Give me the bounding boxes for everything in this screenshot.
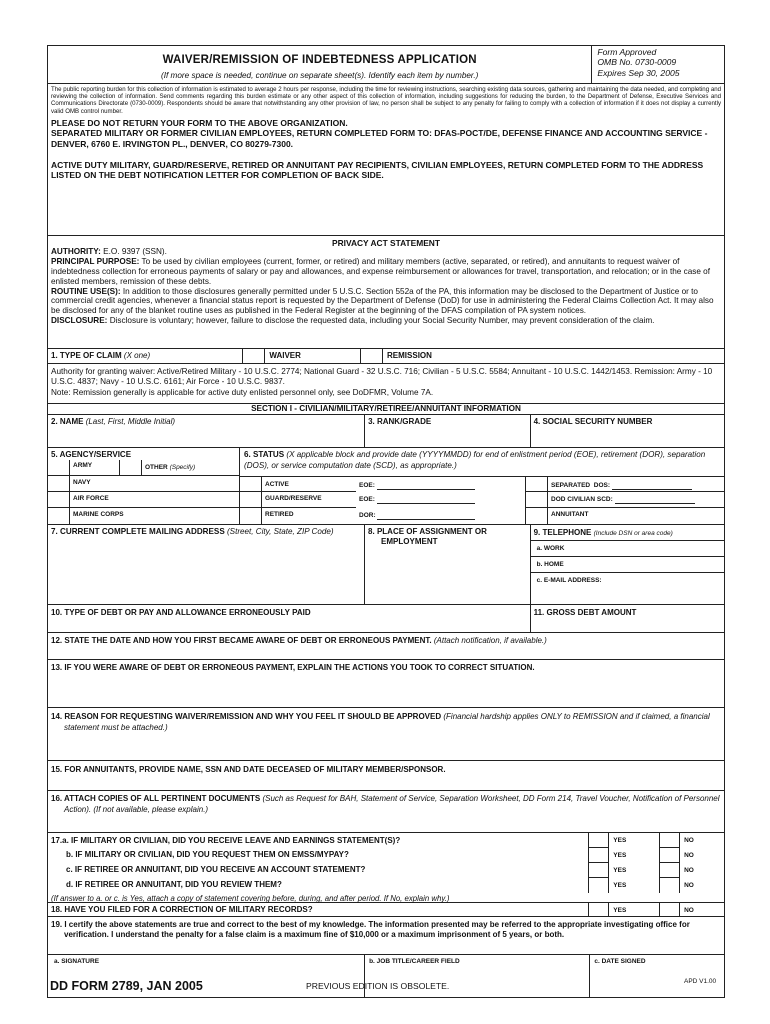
do-not-return: PLEASE DO NOT RETURN YOUR FORM TO THE ABOVE ORGANIZATION.	[51, 117, 348, 128]
address-assignment-phone-row	[48, 525, 724, 605]
job-title-field[interactable]: b. JOB TITLE/CAREER FIELD	[365, 955, 590, 997]
name-field[interactable]: 2. NAME (Last, First, Middle Initial)	[48, 415, 365, 447]
17d-no-checkbox[interactable]	[659, 878, 680, 893]
waiver-label: WAIVER	[265, 349, 361, 363]
waiver-form	[47, 45, 725, 998]
annuitant-checkbox[interactable]	[526, 508, 548, 524]
actions-taken-field[interactable]: 13. IF YOU WERE AWARE OF DEBT OR ERRONEOUS PAYMENT, EXPLAIN THE ACTIONS YOU TOOK TO CORRECT SITUATION.	[48, 660, 724, 708]
form-header	[48, 46, 724, 84]
mailing-address-field[interactable]: 7. CURRENT COMPLETE MAILING ADDRESS (Street, City, State, ZIP Code)	[48, 525, 365, 604]
burden-notice	[48, 84, 724, 236]
18-no-checkbox[interactable]	[659, 903, 680, 916]
date-aware-field[interactable]: 12. STATE THE DATE AND HOW YOU FIRST BECAME AWARE OF DEBT OR ERRONEOUS PAYMENT. (Attach notification, if available.)	[48, 633, 724, 660]
17d-yes-checkbox[interactable]	[588, 878, 609, 893]
previous-edition-note: PREVIOUS EDITION IS OBSOLETE.	[306, 981, 450, 991]
active-return: ACTIVE DUTY MILITARY, GUARD/RESERVE, RETIRED OR ANNUITANT PAY RECIPIENTS, CIVILIAN EMPLOYEES, RETURN COMPLETED FORM TO THE ADDRESS LISTED ON THE DEBT NOTIFICATION LETTER FOR COMPLETION OF BACK SIDE.	[51, 159, 704, 181]
form-title: WAIVER/REMISSION OF INDEBTEDNESS APPLICATION	[162, 54, 477, 66]
correction-records-row: 18. HAVE YOU FILED FOR A CORRECTION OF MILITARY RECORDS? YES NO	[48, 903, 724, 917]
remission-label: REMISSION	[387, 351, 432, 360]
army-checkbox[interactable]	[48, 460, 70, 475]
status: 6. STATUS (X applicable block and provide date (YYYYMMDD) for end of enlistment period (EOE), retirement (DOR), separation (DOS), or service computation date (SCD), as appropriate.) ACTIVE GUARD/RESERVE RETIRED EOE: EOE: DOR: SEPARATED DOS: DOD CIVILIAN SCD: ANNUITANT	[240, 448, 724, 524]
other-checkbox[interactable]	[120, 460, 142, 475]
17c-no-checkbox[interactable]	[659, 863, 680, 878]
work-phone-field[interactable]: a. WORK	[531, 541, 724, 557]
burden-statement: The public reporting burden for this collection of information is estimated to average 2 hours per response, including the time for reviewing instructions, searching existing data sources, gathering and maintaining the data needed, and completing and reviewing the collection of information. Send comments regarding this burden estimate or any other aspect of this collection of information, including suggestions for reducing the burden, to the Department of Defense, Executive Services and Communications Directorate (0730-0009). Respondents should be aware that notwithstanding any other provision of law, no person shall be subject to any penalty for failing to comply with a collection of information if it does not display a currently valid OMB control number.	[51, 86, 721, 115]
name-rank-ssn-row	[48, 415, 724, 448]
attachments-field[interactable]: 16. ATTACH COPIES OF ALL PERTINENT DOCUMENTS (Such as Request for BAH, Statement of Service, Separation Worksheet, DD Form 214, Travel Voucher, Notification of Personnel Action). (If not available, please explain.)	[48, 791, 724, 833]
remission-checkbox[interactable]	[361, 349, 383, 363]
eoe-date-guard[interactable]	[377, 495, 475, 504]
17b-no-checkbox[interactable]	[659, 848, 680, 863]
guard-checkbox[interactable]	[240, 492, 262, 508]
airforce-checkbox[interactable]	[48, 492, 70, 507]
claim-authority: Authority for granting waiver: Active/Retired Military - 10 U.S.C. 2774; National Guard - 32 U.S.C. 716; Civilian - 5 U.S.C. 5584; Annuitant - 10 U.S.C. 1442/1453. Remission: Army - 10 U.S.C. 4837; Navy - 10 U.S.C. 6161; Air Force - 10 U.S.C. 9837. Note: Remission generally is applicable for active duty enlisted personnel only, see DoDFMR, Volume 7A.	[48, 364, 724, 404]
separated-checkbox[interactable]	[526, 476, 548, 492]
dor-date[interactable]	[377, 511, 475, 520]
place-of-assignment-field[interactable]: 8. PLACE OF ASSIGNMENT OR EMPLOYMENT	[365, 525, 531, 604]
debt-type-row	[48, 605, 724, 633]
17b-yes-checkbox[interactable]	[588, 848, 609, 863]
certification: 19. I certify the above statements are true and correct to the best of my knowledge. The information presented may be referred to the appropriate investigating office for verification. I understand the penalty for a false claim is a maximum fine of $10,000 or a maximum imprisonment of 5 years, or both.	[48, 917, 724, 955]
annuitant-info-field[interactable]: 15. FOR ANNUITANTS, PROVIDE NAME, SSN AND DATE DECEASED OF MILITARY MEMBER/SPONSOR.	[48, 761, 724, 791]
omb-approval: Form Approved OMB No. 0730-0009 Expires Sep 30, 2005	[597, 47, 680, 78]
17c-yes-checkbox[interactable]	[588, 863, 609, 878]
statement-note: (If answer to a. or c. is Yes, attach a copy of statement covering before, during, and after period. If No, explain why.)	[51, 894, 450, 903]
navy-checkbox[interactable]	[48, 476, 70, 491]
date-signed-field[interactable]: c. DATE SIGNED	[594, 958, 646, 965]
privacy-disclosure: Disclosure is voluntary; however, failure to disclose the requested data, including your Social Security Number, may prevent consideration of the claim.	[109, 316, 655, 326]
rank-grade-field[interactable]: 3. RANK/GRADE	[365, 415, 531, 447]
dod-civilian-checkbox[interactable]	[526, 492, 548, 508]
scd-date[interactable]	[615, 495, 695, 504]
email-field[interactable]: c. E-MAIL ADDRESS:	[536, 577, 602, 584]
marine-checkbox[interactable]	[48, 508, 70, 524]
agency-service: 5. AGENCY/SERVICE ARMY OTHER (Specify) NAVY AIR FORCE MARINE CORPS	[48, 448, 240, 524]
gross-debt-field[interactable]: 11. GROSS DEBT AMOUNT	[533, 608, 637, 617]
eoe-date-active[interactable]	[377, 481, 475, 490]
signature-field[interactable]: a. SIGNATURE	[48, 955, 365, 997]
apd-version: APD V1.00	[684, 978, 717, 985]
form-number: DD FORM 2789, JAN 2005	[50, 979, 203, 993]
privacy-title: PRIVACY ACT STATEMENT	[332, 238, 440, 248]
type-of-debt-field[interactable]: 10. TYPE OF DEBT OR PAY AND ALLOWANCE ERRONEOUSLY PAID	[48, 605, 531, 632]
retired-checkbox[interactable]	[240, 508, 262, 524]
privacy-routine-use: In addition to those disclosures generally permitted under 5 U.S.C. Section 552a of the PA, this information may be disclosed to the Department of Justice or to commercial credit agencies, whenever a financial status report is requested by the Department of Defense (DoD) for use in administering the Federal Claims Collection Act. It may also be disclosed for any of the blanket routine uses as published in the Federal Register at the beginning of the DFAS compilation of PA system notices.	[51, 286, 714, 316]
separated-return: SEPARATED MILITARY OR FORMER CIVILIAN EMPLOYEES, RETURN COMPLETED FORM TO: DFAS-POCT/DE, DEFENSE FINANCE AND ACCOUNTING SERVICE - DENVER, 6760 E. IRVINGTON PL., DENVER, CO 80279-7300.	[51, 128, 708, 149]
18-yes-checkbox[interactable]	[588, 903, 609, 916]
active-checkbox[interactable]	[240, 476, 262, 492]
home-phone-field[interactable]: b. HOME	[531, 557, 724, 573]
privacy-purpose: To be used by civilian employees (current, former, or retired) and military members (active, separated, or retired), and annuitants to request waiver of indebtedness collection for erroneous payments of salary or pay and allowances, and expense reimbursement or allowances for travel, transportation, and relocation; or in the case of enlisted members, remission of these debts.	[51, 257, 711, 286]
privacy-authority: E.O. 9397 (SSN).	[103, 247, 167, 257]
agency-status-row	[48, 448, 724, 525]
17a-no-checkbox[interactable]	[659, 833, 680, 848]
telephone: 9. TELEPHONE (Include DSN or area code) a. WORK b. HOME c. E-MAIL ADDRESS:	[531, 525, 724, 604]
type-of-claim-row: 1. TYPE OF CLAIM (X one) WAIVER REMISSION	[48, 349, 724, 364]
waiver-checkbox[interactable]	[243, 349, 265, 363]
form-subtitle: (If more space is needed, continue on separate sheet(s). Identify each item by number.)	[161, 71, 479, 81]
statements-questions: 17.a. IF MILITARY OR CIVILIAN, DID YOU RECEIVE LEAVE AND EARNINGS STATEMENT(S)? YES NO b. IF MILITARY OR CIVILIAN, DID YOU REQUEST THEM ON EMSS/MYPAY? YES NO c. IF RETIREE OR ANNUITANT, DID YOU RECEIVE AN ACCOUNT STATEMENT? YES NO d. IF RETIREE OR ANNUITANT, DID YOU REVIEW THEM? YES NO (If answer to a. or c. is Yes, attach a copy of statement covering before, during, and after period. If No, explain why.)	[48, 833, 724, 903]
reason-field[interactable]: 14. REASON FOR REQUESTING WAIVER/REMISSION AND WHY YOU FEEL IT SHOULD BE APPROVED (Financial hardship applies ONLY to REMISSION and if claimed, a financial statement must be attached.)	[48, 708, 724, 761]
section-1-header: SECTION I - CIVILIAN/MILITARY/RETIREE/ANNUITANT INFORMATION	[48, 404, 724, 415]
17a-yes-checkbox[interactable]	[588, 833, 609, 848]
ssn-field[interactable]: 4. SOCIAL SECURITY NUMBER	[533, 417, 653, 426]
dos-date[interactable]	[612, 481, 692, 490]
privacy-act-statement: PRIVACY ACT STATEMENT AUTHORITY: E.O. 9397 (SSN). PRINCIPAL PURPOSE: To be used by civilian employees (current, former, or retired) and military members (active, separated, or retired), and annuitants to request waiver of indebtedness collection for erroneous payments of salary or pay and allowances, and expense reimbursement or allowances for travel, transportation, and relocation; or in the case of enlisted members, remission of these debts. ROUTINE USE(S): In addition to those disclosures generally permitted under 5 U.S.C. Section 552a of the PA, this information may be disclosed to the Department of Justice or to commercial credit agencies, whenever a financial status report is requested by the Department of Defense (DoD) for use in administering the Federal Claims Collection Act. It may also be disclosed for any of the blanket routine uses as published in the Federal Register at the beginning of the DFAS compilation of PA system notices. DISCLOSURE: Disclosure is voluntary; however, failure to disclose the requested data, including your Social Security Number, may prevent consideration of the claim.	[48, 236, 724, 349]
